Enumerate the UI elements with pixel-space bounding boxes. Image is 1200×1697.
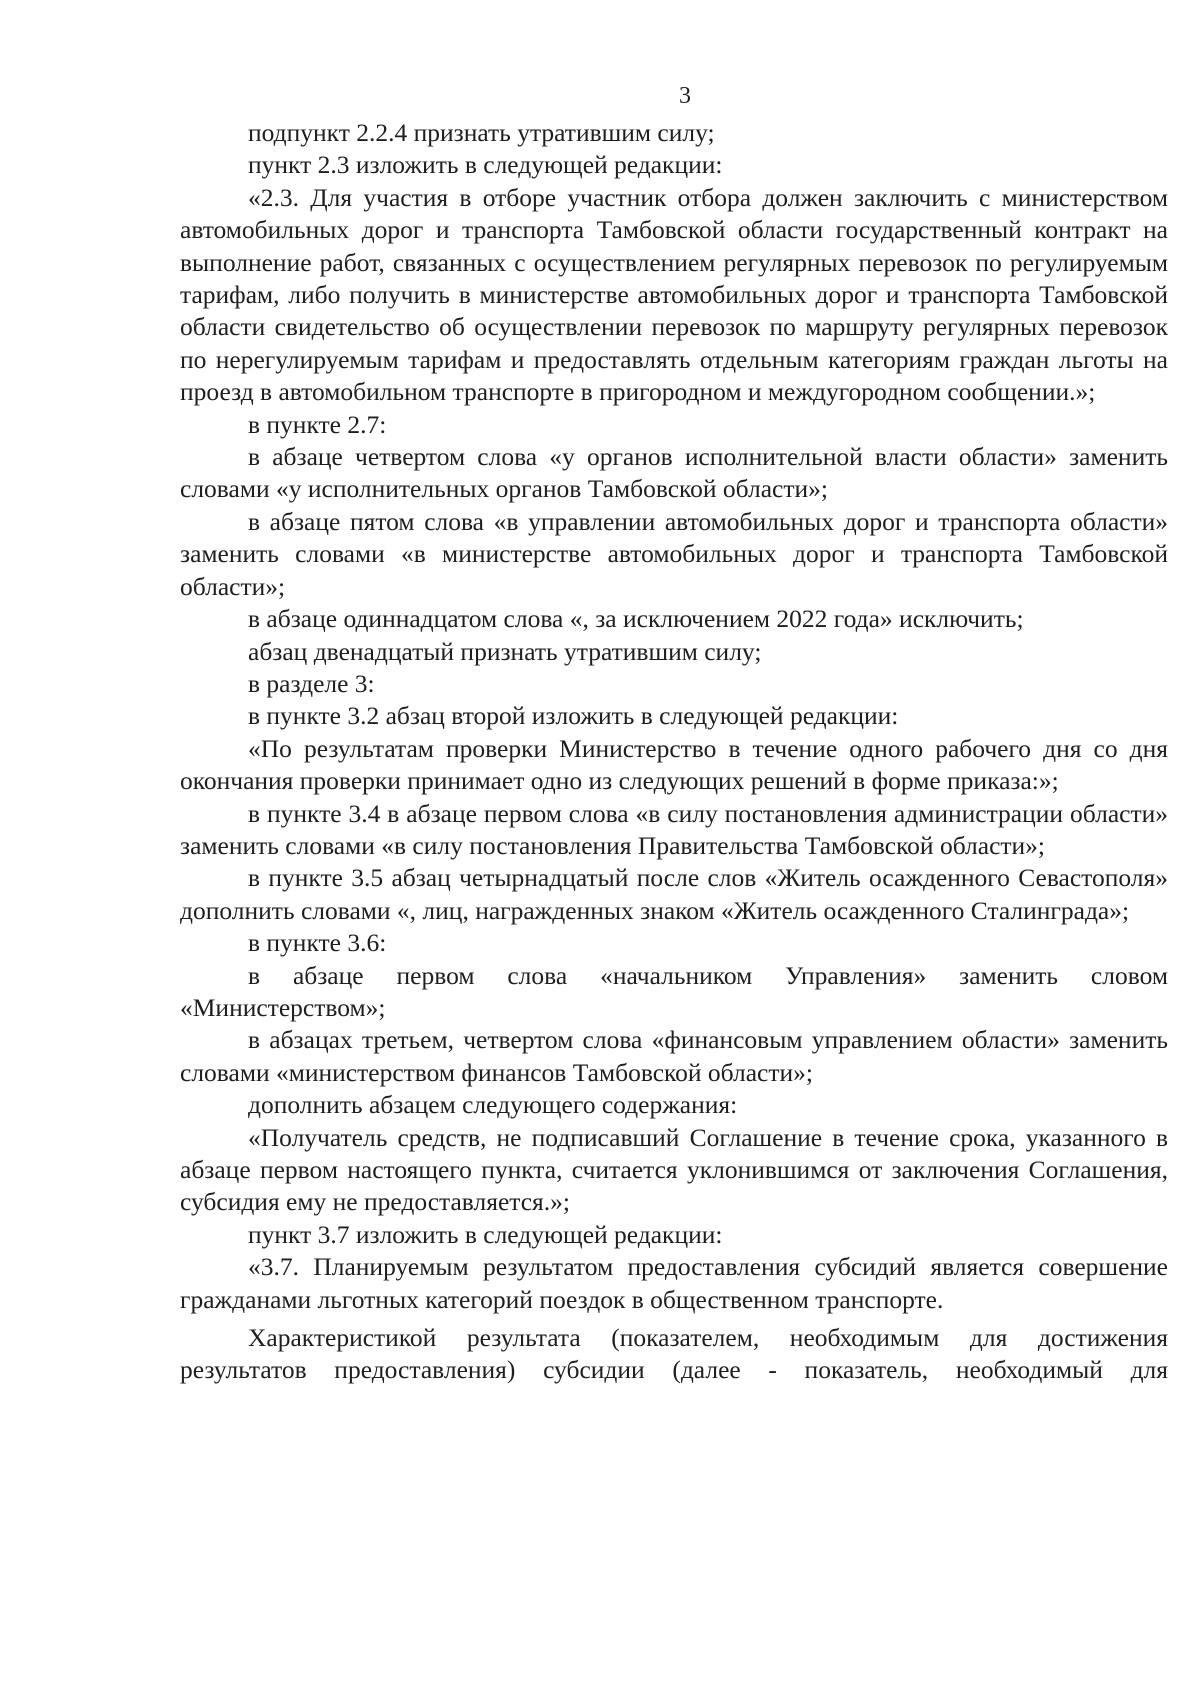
paragraph-1: подпункт 2.2.4 признать утратившим силу;: [248, 118, 715, 147]
paragraph-9: в разделе 3:: [248, 668, 375, 698]
paragraph-17: дополнить абзацем следующего содержания:: [248, 1090, 738, 1120]
paragraph-19: пункт 3.7 изложить в следующей редакции:: [248, 1219, 723, 1249]
paragraph-3: «2.3. Для участия в отборе участник отбора должен заключить с министерством автомобильных дорог и транспорта Тамбовской области государственный контракт на выполнение работ, связанных с осуществлением регулярных перевозок по регулируемым тарифам, либо получить в министерстве автомобильных дорог и транспорта Тамбовской области свидетельство об осуществлении перевозок по маршруту регулярных перевозок по нерегулируемым тарифам и предоставлять отдельным категориям граждан льготы на проезд в автомобильном транспорте в пригородном и междугородном сообщении.»;: [180, 182, 1168, 407]
paragraph-14: в пункте 3.6:: [248, 928, 387, 958]
document-body: [180, 117, 1168, 1387]
paragraph-16: в абзацах третьем, четвертом слова «финансовым управлением области» заменить словами «министерством финансов Тамбовской области»;: [180, 1025, 1168, 1087]
paragraph-7: в абзаце одиннадцатом слова «, за исключением 2022 года» исключить;: [248, 604, 1024, 634]
paragraph-13: в пункте 3.5 абзац четырнадцатый после слов «Житель осажденного Севастополя» дополнить словами «, лиц, награжденных знаком «Житель осажденного Сталинграда»;: [180, 863, 1168, 925]
paragraph-8: абзац двенадцатый признать утратившим силу;: [248, 636, 762, 666]
paragraph-5: в абзаце четвертом слова «у органов исполнительной власти области» заменить словами «у исполнительных органов Тамбовской области»;: [180, 442, 1168, 504]
paragraph-12: в пункте 3.4 в абзаце первом слова «в силу постановления администрации области» заменить словами «в силу постановления Правительства Тамбовской области»;: [180, 798, 1168, 860]
paragraph-10: в пункте 3.2 абзац второй изложить в следующей редакции:: [248, 701, 899, 731]
paragraph-6: в абзаце пятом слова «в управлении автомобильных дорог и транспорта области» заменить словами «в министерстве автомобильных дорог и транспорта Тамбовской области»;: [180, 506, 1168, 601]
page-number: 3: [679, 83, 691, 109]
paragraph-20: «3.7. Планируемым результатом предоставления субсидий является совершение гражданами льготных категорий поездок в общественном транспорте.: [180, 1252, 1168, 1314]
paragraph-4: в пункте 2.7:: [248, 409, 387, 439]
paragraph-21: Характеристикой результата (показателем, необходимым для достижения результатов предоставления) субсидии (далее - показатель, необходимый для: [180, 1323, 1168, 1385]
paragraph-18: «Получатель средств, не подписавший Соглашение в течение срока, указанного в абзаце первом настоящего пункта, считается уклонившимся от заключения Соглашения, субсидия ему не предоставляется.»;: [180, 1122, 1168, 1217]
paragraph-2: пункт 2.3 изложить в следующей редакции:: [248, 150, 723, 180]
paragraph-15: в абзаце первом слова «начальником Управления» заменить словом «Министерством»;: [180, 960, 1168, 1022]
paragraph-11: «По результатам проверки Министерство в течение одного рабочего дня со дня окончания проверки принимает одно из следующих решений в форме приказа:»;: [180, 733, 1168, 796]
